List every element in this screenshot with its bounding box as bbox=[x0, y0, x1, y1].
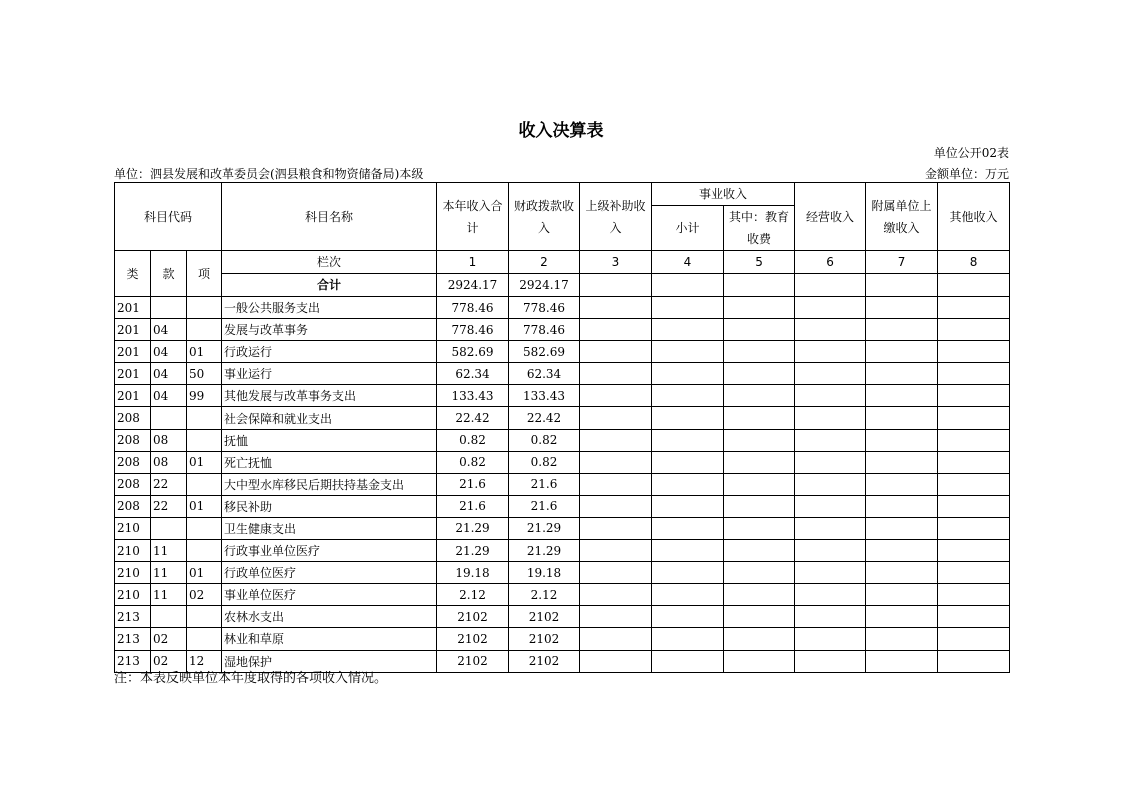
empty-cell bbox=[795, 473, 866, 495]
code-xiang bbox=[187, 540, 222, 562]
fiscal-amount: 2102 bbox=[509, 606, 580, 628]
empty-cell bbox=[652, 584, 724, 606]
fiscal-amount: 62.34 bbox=[509, 363, 580, 385]
empty-cell bbox=[580, 429, 652, 451]
empty-cell bbox=[795, 650, 866, 672]
year-total: 2102 bbox=[437, 628, 509, 650]
empty-cell bbox=[580, 385, 652, 407]
table-row bbox=[115, 429, 1010, 451]
header-other: 其他收入 bbox=[938, 183, 1010, 251]
empty-cell bbox=[795, 385, 866, 407]
year-total: 21.6 bbox=[437, 495, 509, 517]
year-total: 133.43 bbox=[437, 385, 509, 407]
fiscal-amount: 21.29 bbox=[509, 540, 580, 562]
empty-cell bbox=[652, 319, 724, 341]
code-xiang bbox=[187, 297, 222, 319]
header-kuan: 款 bbox=[151, 251, 187, 297]
code-xiang bbox=[187, 606, 222, 628]
table-row bbox=[115, 562, 1010, 584]
code-xiang: 99 bbox=[187, 385, 222, 407]
fiscal-amount: 0.82 bbox=[509, 451, 580, 473]
fiscal-amount: 21.6 bbox=[509, 495, 580, 517]
empty-cell bbox=[866, 606, 938, 628]
header-fiscal: 财政拨款收入 bbox=[509, 183, 580, 251]
col-index-4: 4 bbox=[652, 251, 724, 274]
empty-cell bbox=[652, 517, 724, 539]
empty-cell bbox=[866, 429, 938, 451]
year-total: 582.69 bbox=[437, 341, 509, 363]
empty-cell bbox=[866, 297, 938, 319]
header-business: 经营收入 bbox=[795, 183, 866, 251]
total-label: 合计 bbox=[222, 274, 437, 297]
table-row bbox=[115, 628, 1010, 650]
code-lei: 208 bbox=[115, 451, 151, 473]
unit-name: 单位：泗县发展和改革委员会(泗县粮食和物资储备局)本级 bbox=[114, 167, 424, 181]
code-kuan: 02 bbox=[151, 628, 187, 650]
table-row bbox=[115, 584, 1010, 606]
header-total: 本年收入合计 bbox=[437, 183, 509, 251]
empty-cell bbox=[580, 319, 652, 341]
table-row bbox=[115, 606, 1010, 628]
empty-cell bbox=[580, 650, 652, 672]
code-lei: 210 bbox=[115, 584, 151, 606]
fiscal-amount: 2102 bbox=[509, 628, 580, 650]
subject-name: 林业和草原 bbox=[222, 628, 437, 650]
empty-cell bbox=[580, 451, 652, 473]
empty-cell bbox=[724, 429, 795, 451]
empty-cell bbox=[724, 606, 795, 628]
empty-cell bbox=[652, 540, 724, 562]
empty-cell bbox=[652, 407, 724, 429]
subject-name: 发展与改革事务 bbox=[222, 319, 437, 341]
code-kuan: 08 bbox=[151, 451, 187, 473]
amount-unit: 金额单位：万元 bbox=[924, 167, 1009, 181]
fiscal-amount: 22.42 bbox=[509, 407, 580, 429]
empty-cell bbox=[938, 606, 1010, 628]
code-xiang bbox=[187, 319, 222, 341]
empty-cell bbox=[652, 650, 724, 672]
empty-cell bbox=[938, 385, 1010, 407]
subject-name: 行政单位医疗 bbox=[222, 562, 437, 584]
empty-cell bbox=[580, 473, 652, 495]
header-career: 事业收入 bbox=[652, 183, 795, 206]
table-row bbox=[115, 407, 1010, 429]
code-xiang bbox=[187, 473, 222, 495]
empty-cell bbox=[866, 473, 938, 495]
code-lei: 213 bbox=[115, 650, 151, 672]
empty-cell bbox=[866, 451, 938, 473]
empty-cell bbox=[938, 628, 1010, 650]
fiscal-amount: 21.6 bbox=[509, 473, 580, 495]
empty-cell bbox=[724, 517, 795, 539]
empty-cell bbox=[795, 606, 866, 628]
code-kuan bbox=[151, 606, 187, 628]
code-lei: 210 bbox=[115, 562, 151, 584]
empty-cell bbox=[652, 562, 724, 584]
total-row bbox=[115, 274, 1010, 297]
empty-cell bbox=[866, 517, 938, 539]
empty-cell bbox=[724, 628, 795, 650]
code-lei: 210 bbox=[115, 517, 151, 539]
empty-cell bbox=[795, 341, 866, 363]
fiscal-amount: 133.43 bbox=[509, 385, 580, 407]
subject-name: 抚恤 bbox=[222, 429, 437, 451]
empty-cell bbox=[652, 451, 724, 473]
subject-name: 死亡抚恤 bbox=[222, 451, 437, 473]
subject-name: 湿地保护 bbox=[222, 650, 437, 672]
empty-cell bbox=[866, 407, 938, 429]
empty-cell bbox=[652, 473, 724, 495]
code-kuan: 11 bbox=[151, 562, 187, 584]
empty-cell bbox=[795, 584, 866, 606]
empty-cell bbox=[866, 385, 938, 407]
year-total: 21.29 bbox=[437, 517, 509, 539]
year-total: 2.12 bbox=[437, 584, 509, 606]
table-row bbox=[115, 473, 1010, 495]
empty-cell bbox=[652, 628, 724, 650]
empty-cell bbox=[652, 341, 724, 363]
code-kuan: 11 bbox=[151, 540, 187, 562]
empty-cell bbox=[580, 363, 652, 385]
fiscal-amount: 778.46 bbox=[509, 297, 580, 319]
table-row bbox=[115, 540, 1010, 562]
code-xiang: 01 bbox=[187, 341, 222, 363]
empty-cell bbox=[724, 297, 795, 319]
code-lei: 213 bbox=[115, 628, 151, 650]
code-kuan bbox=[151, 297, 187, 319]
empty-cell bbox=[795, 517, 866, 539]
empty-cell bbox=[580, 540, 652, 562]
empty-cell bbox=[866, 363, 938, 385]
empty-cell bbox=[795, 319, 866, 341]
year-total: 2102 bbox=[437, 650, 509, 672]
empty-cell bbox=[652, 429, 724, 451]
year-total: 778.46 bbox=[437, 297, 509, 319]
empty-cell bbox=[938, 319, 1010, 341]
empty-cell bbox=[724, 363, 795, 385]
code-kuan: 11 bbox=[151, 584, 187, 606]
code-lei: 208 bbox=[115, 429, 151, 451]
code-kuan: 22 bbox=[151, 473, 187, 495]
col-index-7: 7 bbox=[866, 251, 938, 274]
empty-cell bbox=[724, 473, 795, 495]
page-title: 收入决算表 bbox=[518, 121, 604, 141]
total-total: 2924.17 bbox=[437, 274, 509, 297]
empty-cell bbox=[938, 562, 1010, 584]
empty-cell bbox=[795, 495, 866, 517]
code-kuan: 04 bbox=[151, 319, 187, 341]
table-row bbox=[115, 495, 1010, 517]
empty-cell bbox=[938, 429, 1010, 451]
col-index-8: 8 bbox=[938, 251, 1010, 274]
year-total: 22.42 bbox=[437, 407, 509, 429]
code-lei: 201 bbox=[115, 341, 151, 363]
table-row bbox=[115, 363, 1010, 385]
empty-cell bbox=[938, 407, 1010, 429]
empty-cell bbox=[938, 517, 1010, 539]
empty-cell bbox=[938, 584, 1010, 606]
year-total: 19.18 bbox=[437, 562, 509, 584]
year-total: 0.82 bbox=[437, 451, 509, 473]
header-name: 科目名称 bbox=[222, 183, 437, 251]
empty-cell bbox=[724, 407, 795, 429]
subject-name: 移民补助 bbox=[222, 495, 437, 517]
col-index-6: 6 bbox=[795, 251, 866, 274]
empty-cell bbox=[795, 562, 866, 584]
header-code: 科目代码 bbox=[115, 183, 222, 251]
code-lei: 208 bbox=[115, 473, 151, 495]
code-xiang: 01 bbox=[187, 495, 222, 517]
code-lei: 208 bbox=[115, 407, 151, 429]
empty-cell bbox=[580, 341, 652, 363]
empty-cell bbox=[580, 562, 652, 584]
empty-cell bbox=[866, 628, 938, 650]
empty-cell bbox=[580, 297, 652, 319]
empty-cell bbox=[938, 540, 1010, 562]
subject-name: 行政运行 bbox=[222, 341, 437, 363]
table-row bbox=[115, 319, 1010, 341]
empty-cell bbox=[724, 451, 795, 473]
empty-cell bbox=[652, 606, 724, 628]
empty-cell bbox=[795, 429, 866, 451]
empty-cell bbox=[938, 650, 1010, 672]
code-lei: 201 bbox=[115, 319, 151, 341]
code-xiang bbox=[187, 517, 222, 539]
code-lei: 201 bbox=[115, 385, 151, 407]
subject-name: 大中型水库移民后期扶持基金支出 bbox=[222, 473, 437, 495]
subject-name: 社会保障和就业支出 bbox=[222, 407, 437, 429]
empty-cell bbox=[866, 650, 938, 672]
code-lei: 213 bbox=[115, 606, 151, 628]
empty-cell bbox=[652, 363, 724, 385]
subject-name: 农林水支出 bbox=[222, 606, 437, 628]
fiscal-amount: 2102 bbox=[509, 650, 580, 672]
empty-cell bbox=[724, 562, 795, 584]
code-kuan: 02 bbox=[151, 650, 187, 672]
subject-name: 卫生健康支出 bbox=[222, 517, 437, 539]
fiscal-amount: 0.82 bbox=[509, 429, 580, 451]
empty-cell bbox=[938, 297, 1010, 319]
code-kuan: 04 bbox=[151, 341, 187, 363]
total-fiscal: 2924.17 bbox=[509, 274, 580, 297]
subject-name: 其他发展与改革事务支出 bbox=[222, 385, 437, 407]
header-career-subtotal: 小计 bbox=[652, 206, 724, 251]
empty-cell bbox=[795, 407, 866, 429]
empty-cell bbox=[866, 495, 938, 517]
fiscal-amount: 19.18 bbox=[509, 562, 580, 584]
empty-cell bbox=[795, 297, 866, 319]
header-career-edu: 其中：教育收费 bbox=[724, 206, 795, 251]
table-row bbox=[115, 341, 1010, 363]
code-xiang bbox=[187, 628, 222, 650]
header-lei: 类 bbox=[115, 251, 151, 297]
empty-cell bbox=[938, 495, 1010, 517]
empty-cell bbox=[938, 341, 1010, 363]
empty-cell bbox=[580, 495, 652, 517]
footnote: 注：本表反映单位本年度取得的各项收入情况。 bbox=[114, 671, 388, 686]
empty-cell bbox=[724, 341, 795, 363]
empty-cell bbox=[866, 584, 938, 606]
code-kuan: 04 bbox=[151, 385, 187, 407]
code-kuan bbox=[151, 407, 187, 429]
code-lei: 210 bbox=[115, 540, 151, 562]
subject-name: 行政事业单位医疗 bbox=[222, 540, 437, 562]
code-xiang: 01 bbox=[187, 562, 222, 584]
empty-cell bbox=[580, 628, 652, 650]
empty-cell bbox=[866, 540, 938, 562]
table-row bbox=[115, 517, 1010, 539]
empty-cell bbox=[724, 584, 795, 606]
fiscal-amount: 21.29 bbox=[509, 517, 580, 539]
col-index-1: 1 bbox=[437, 251, 509, 274]
col-index-5: 5 bbox=[724, 251, 795, 274]
empty-cell bbox=[938, 363, 1010, 385]
empty-cell bbox=[580, 584, 652, 606]
code-lei: 208 bbox=[115, 495, 151, 517]
fiscal-amount: 778.46 bbox=[509, 319, 580, 341]
code-kuan bbox=[151, 517, 187, 539]
header-lanci: 栏次 bbox=[222, 251, 437, 274]
empty-cell bbox=[866, 341, 938, 363]
year-total: 21.6 bbox=[437, 473, 509, 495]
fiscal-amount: 2.12 bbox=[509, 584, 580, 606]
code-xiang bbox=[187, 429, 222, 451]
year-total: 21.29 bbox=[437, 540, 509, 562]
header-superior: 上级补助收入 bbox=[580, 183, 652, 251]
code-kuan: 04 bbox=[151, 363, 187, 385]
income-table bbox=[114, 182, 1010, 673]
subject-name: 事业运行 bbox=[222, 363, 437, 385]
empty-cell bbox=[795, 363, 866, 385]
table-row bbox=[115, 385, 1010, 407]
code-xiang bbox=[187, 407, 222, 429]
code-xiang: 01 bbox=[187, 451, 222, 473]
empty-cell bbox=[866, 319, 938, 341]
empty-cell bbox=[795, 540, 866, 562]
empty-cell bbox=[724, 319, 795, 341]
header-affiliated: 附属单位上缴收入 bbox=[866, 183, 938, 251]
col-index-3: 3 bbox=[580, 251, 652, 274]
code-kuan: 08 bbox=[151, 429, 187, 451]
empty-cell bbox=[724, 540, 795, 562]
fiscal-amount: 582.69 bbox=[509, 341, 580, 363]
year-total: 2102 bbox=[437, 606, 509, 628]
empty-cell bbox=[652, 495, 724, 517]
empty-cell bbox=[938, 451, 1010, 473]
empty-cell bbox=[652, 385, 724, 407]
table-row bbox=[115, 451, 1010, 473]
subject-name: 事业单位医疗 bbox=[222, 584, 437, 606]
empty-cell bbox=[580, 606, 652, 628]
form-number: 单位公开02表 bbox=[933, 146, 1009, 160]
empty-cell bbox=[795, 628, 866, 650]
empty-cell bbox=[866, 562, 938, 584]
year-total: 0.82 bbox=[437, 429, 509, 451]
table-row bbox=[115, 297, 1010, 319]
code-xiang: 50 bbox=[187, 363, 222, 385]
code-lei: 201 bbox=[115, 363, 151, 385]
empty-cell bbox=[580, 407, 652, 429]
code-xiang: 02 bbox=[187, 584, 222, 606]
subject-name: 一般公共服务支出 bbox=[222, 297, 437, 319]
empty-cell bbox=[580, 517, 652, 539]
empty-cell bbox=[795, 451, 866, 473]
code-kuan: 22 bbox=[151, 495, 187, 517]
empty-cell bbox=[652, 297, 724, 319]
empty-cell bbox=[938, 473, 1010, 495]
year-total: 778.46 bbox=[437, 319, 509, 341]
empty-cell bbox=[724, 495, 795, 517]
empty-cell bbox=[724, 385, 795, 407]
col-index-2: 2 bbox=[509, 251, 580, 274]
header-xiang: 项 bbox=[187, 251, 222, 297]
year-total: 62.34 bbox=[437, 363, 509, 385]
code-lei: 201 bbox=[115, 297, 151, 319]
empty-cell bbox=[724, 650, 795, 672]
code-xiang: 12 bbox=[187, 650, 222, 672]
